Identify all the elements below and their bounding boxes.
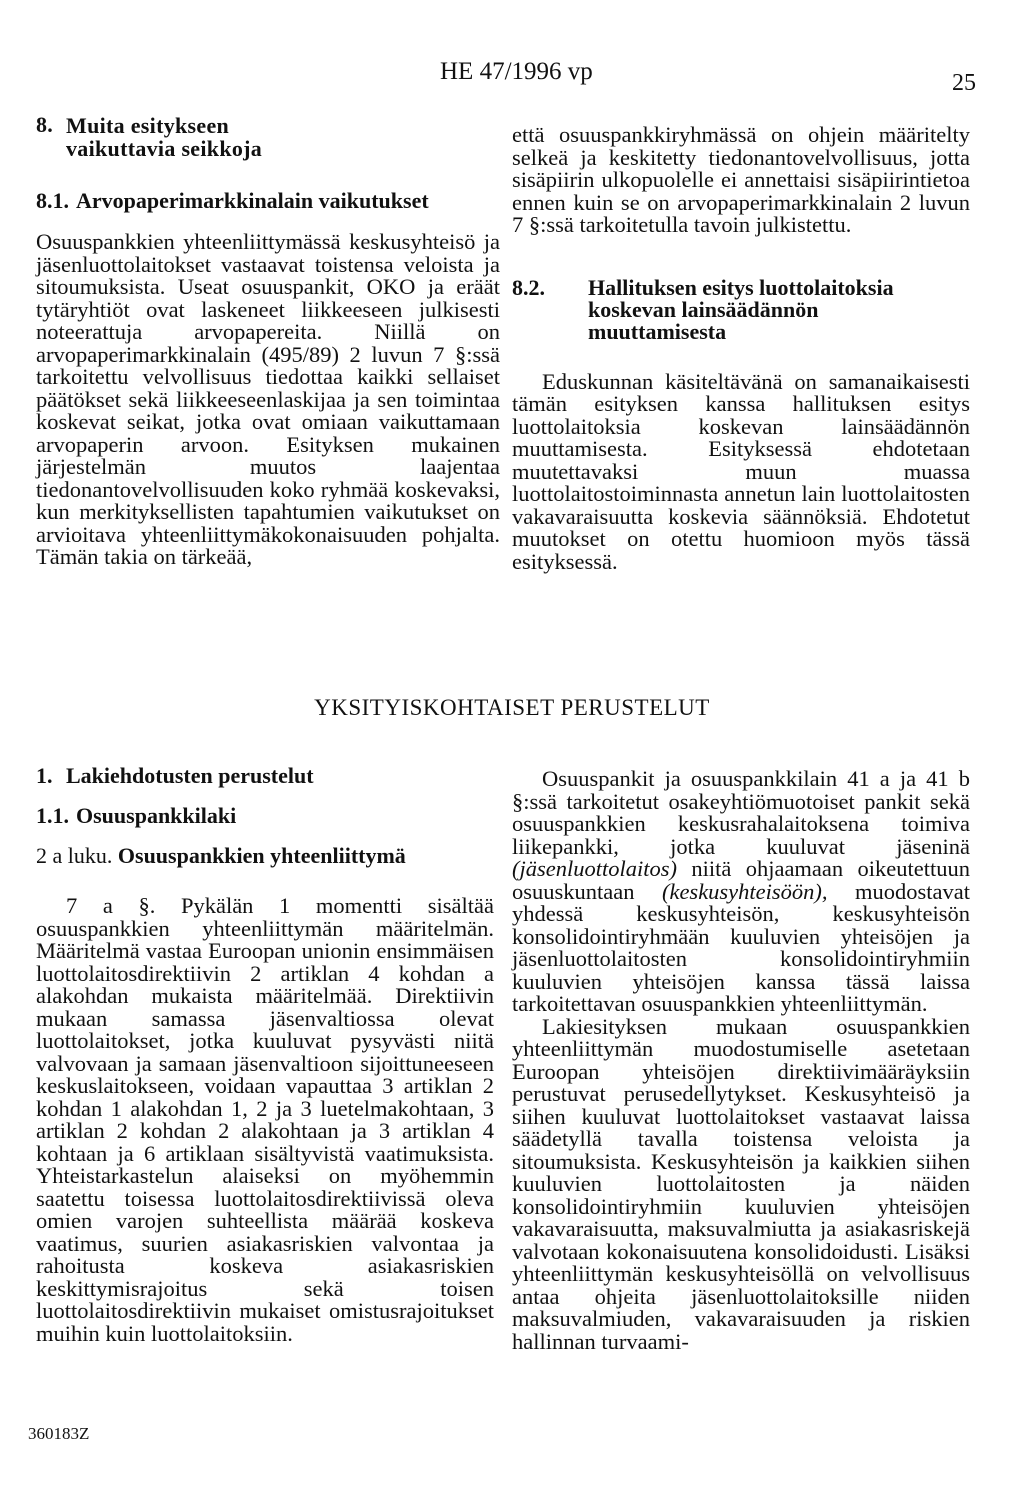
heading-8-1-number: 8.1. bbox=[36, 188, 69, 214]
top-left-column bbox=[36, 114, 500, 569]
chapter-title: Osuuspankkien yhteenliittymä bbox=[117, 843, 406, 868]
term-jasenluottolaitos: (jäsenluottolaitos) bbox=[512, 856, 677, 881]
heading-1-1 bbox=[36, 805, 494, 827]
heading-1-1-text: Osuuspankkilaki bbox=[76, 803, 237, 828]
bottom-left-column bbox=[36, 765, 494, 1345]
heading-1 bbox=[36, 765, 494, 787]
heading-1-number: 1. bbox=[36, 763, 53, 788]
section-title: YKSITYISKOHTAISET PERUSTELUT bbox=[314, 695, 710, 720]
paragraph-lakiesitys: Lakiesityksen mukaan osuuspankkien yhteenliittymän muodostumiselle asetetaan Euroopan yhteisöjen direktiivimääräyksiin perustuvat perusedellytykset. Keskusyhteisö ja siihen kuuluvat luottolaitokset vastaavat laissa säädetyllä tavalla toistensa veloista ja sitoumuksista. Keskusyhteisön ja kaikkien siihen kuuluvien luottolaitosten ja näiden konsolidointiryhmiin kuuluvien yhteisöjen vakavaraisuutta, maksuvalmiutta ja asiakasriskejä valvotaan kokonaisuutena konsolidoidusti. Lisäksi yhteenliittymän keskusyhteisöllä on velvollisuus antaa ohjeita jäsenluottolaitoksille niiden maksuvalmiuden, vakavaraisuuden ja riskien hallinnan turvaami- bbox=[512, 1013, 970, 1354]
chapter-heading bbox=[36, 845, 494, 867]
members-text-c: muodostavat yhdessä keskusyhteisön, keskusyhteisön konsolidointiryhmään kuuluvien yhteisöjen ja jäsenluottolaitosten konsolidointiryhmiin kuuluvien yhteisöjen kanssa tässä laissa tarkoitettavan osuuspankkien yhteenliittymän. bbox=[512, 878, 970, 1016]
heading-8-2 bbox=[512, 274, 970, 344]
heading-8 bbox=[36, 114, 500, 160]
heading-1-text: Lakiehdotusten perustelut bbox=[66, 763, 314, 788]
document-id: HE 47/1996 vp bbox=[440, 58, 593, 85]
top-right-column bbox=[512, 124, 970, 573]
paragraph-8-1-continued: että osuuspankkiryhmässä on ohjein määritelty selkeä ja keskitetty tiedonantovelvollisuus, jotta sisäpiirin ulkopuolelle ei annettaisi sisäpiirintietoa ennen kuin se on arvopaperimarkkinalain 2 luvun 7 §:ssä tarkoitetulla tavoin julkistettu. bbox=[512, 122, 970, 237]
heading-8-1-text: Arvopaperimarkkinalain vaikutukset bbox=[76, 188, 429, 214]
paragraph-7a: 7 a §. Pykälän 1 momentti sisältää osuuspankkien yhteenliittymän määritelmän. Määritelmä vastaa Euroopan unionin ensimmäisen luottolaitosdirektiivin 2 artiklan 4 kohdan a alakohdan mukaista määritelmää. Direktiivin mukaan samassa jäsenvaltiossa olevat luottolaitokset, jotka kuuluvat pysyvästi niitä valvovaan ja samaan jäsenvaltioon sijoittuneeseen keskuslaitokseen, voidaan vapauttaa 3 artiklan 2 kohdan 1 alakohdan 1, 2 ja 3 luetelmakohtaan, 3 artiklan 2 kohdan 2 alakohtaan ja 3 artiklan 4 kohtaan ja 6 artiklaan sisältyvistä vaatimuksista. Yhteistarkastelun alaiseksi on myöhemmin saatettu toisessa luottolaitosdirektiivissä oleva omien varojen suhteellista määrää koskeva vaatimus, suurien asiakasriskien valvontaa ja rahoitusta koskeva asiakasriskien keskittymisrajoitus sekä toisen luottolaitosdirektiivin mukaiset omistusrajoitukset muihin kuin luottolaitoksiin. bbox=[36, 893, 494, 1346]
members-text-b: niitä ohjaamaan oikeutettuun osuuskuntaan bbox=[512, 856, 970, 904]
heading-8-2-text: Hallituksen esitys luottolaitoksia koskevan lainsäädännön muuttamisesta bbox=[588, 274, 894, 344]
footer-code: 360183Z bbox=[28, 1424, 90, 1443]
members-text-a: Osuuspankit ja osuuspankkilain 41 a ja 41 b §:ssä tarkoitetut osakeyhtiömuotoiset pankit sekä osuuspankkien keskusrahalaitoksena toimiva liikepankki, jotka kuuluvat jäseninä bbox=[512, 766, 970, 859]
page-header bbox=[0, 58, 1024, 98]
paragraph-8-1: Osuuspankkien yhteenliittymässä keskusyhteisö ja jäsenluottolaitokset vastaavat toistensa veloista ja sitoumuksista. Useat osuuspankit, OKO ja eräät tytäryhtiöt ovat laskeneet liikkeeseen julkisesti noteerattuja arvopapereita. Niillä on arvopaperimarkkinalain (495/89) 2 luvun 7 §:ssä tarkoitettu velvollisuus tiedottaa kaikki sellaiset päätökset sekä liikkeeseenlaskijaa ja sen toimintaa koskevat seikat, jotka ovat omiaan vaikuttamaan arvopaperin arvoon. Esityksen mukainen järjestelmän muutos laajentaa tiedonantovelvollisuuden koko ryhmää koskevaksi, kun merkityksellisten tapahtumien vaikutukset on arvioitava yhteenliittymäkokonaisuuden pohjalta. Tämän takia on tärkeää, bbox=[36, 229, 500, 570]
chapter-prefix: 2 a luku. bbox=[36, 843, 113, 868]
heading-8-text: Muita esitykseen vaikuttavia seikkoja bbox=[66, 113, 263, 162]
term-keskusyhteiso: (keskusyhteisöön), bbox=[661, 878, 828, 904]
paragraph-members bbox=[512, 768, 970, 1016]
heading-8-number: 8. bbox=[36, 112, 54, 137]
heading-8-1 bbox=[36, 190, 500, 212]
bottom-right-column bbox=[512, 768, 970, 1353]
heading-1-1-number: 1.1. bbox=[36, 803, 69, 828]
paragraph-8-2: Eduskunnan käsiteltävänä on samanaikaisesti tämän esityksen kanssa hallituksen esitys luottolaitoksia koskevan lainsäädännön muuttamisesta. Esityksessä ehdotetaan muutettavaksi muun muassa luottolaitostoiminnasta annetun lain luottolaitosten vakavaraisuutta koskevia säännöksiä. Ehdotetut muutokset on otettu huomioon myös tässä esityksessä. bbox=[512, 368, 970, 574]
page-number: 25 bbox=[952, 70, 976, 96]
heading-8-2-number: 8.2. bbox=[512, 274, 545, 300]
